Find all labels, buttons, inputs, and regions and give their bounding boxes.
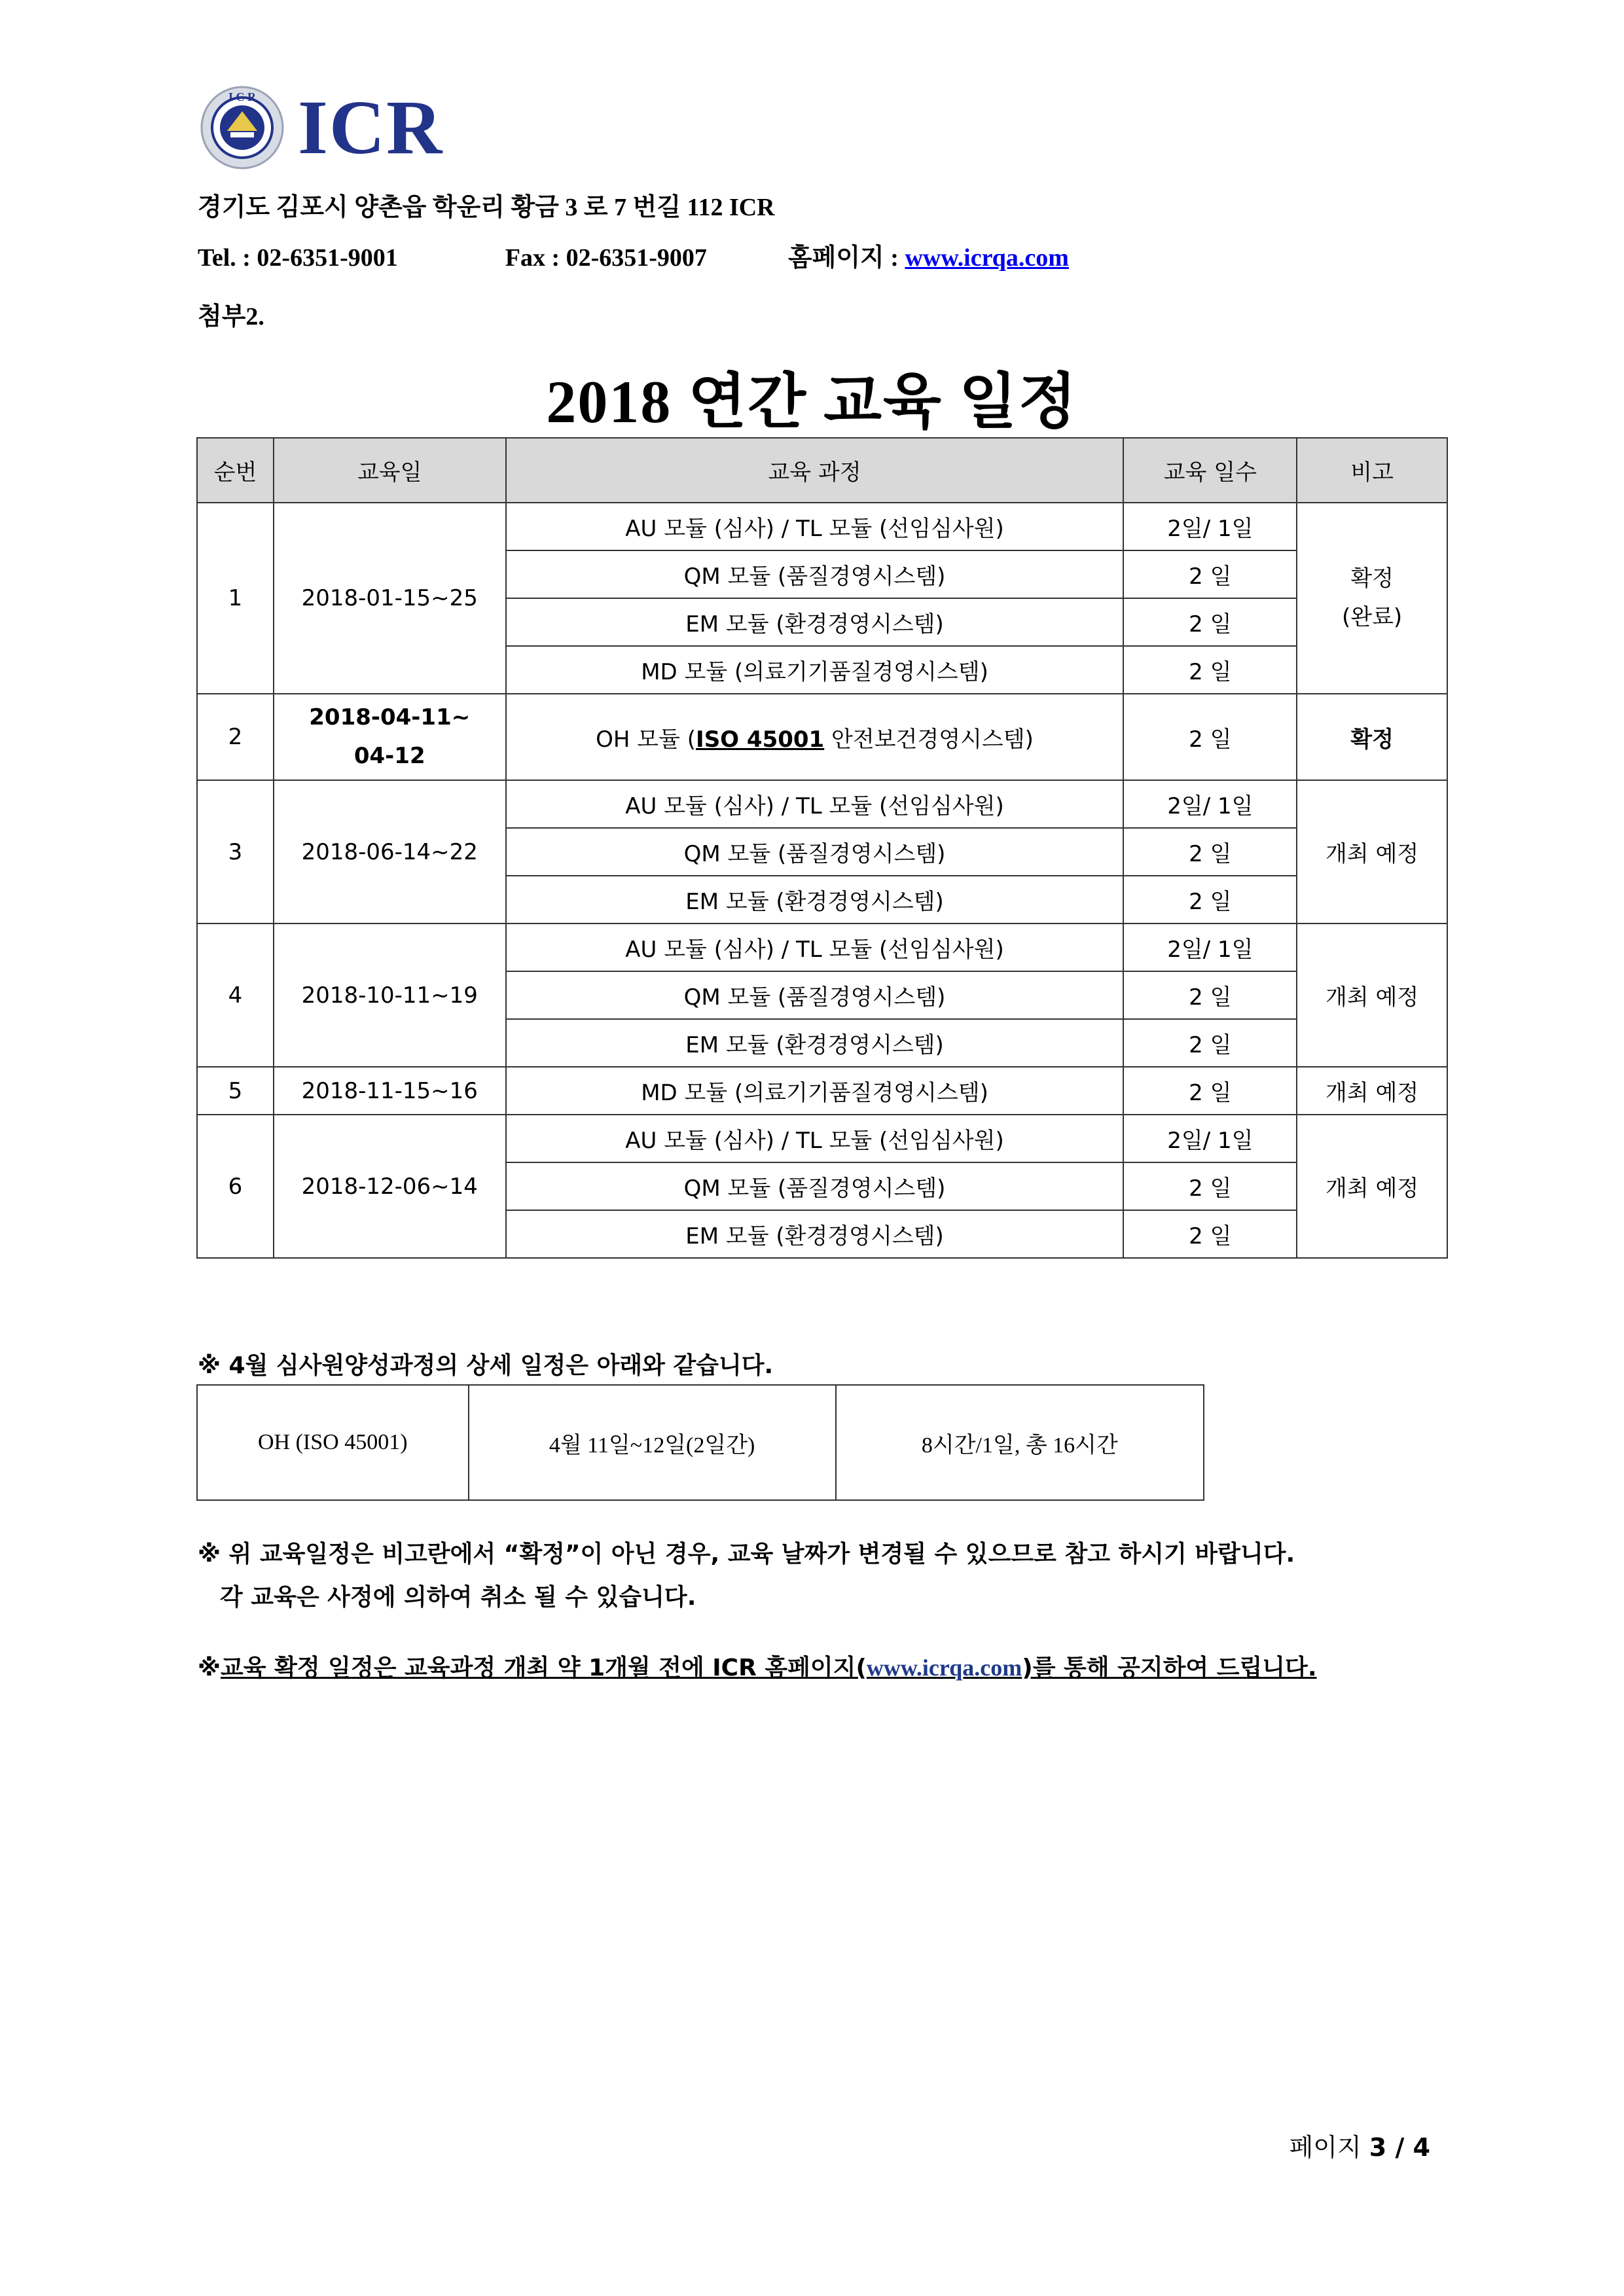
row-date: 2018-10-11~19 xyxy=(274,924,506,1067)
contact-line xyxy=(198,237,1069,273)
row-date: 2018-04-11~ 04-12 xyxy=(274,694,506,780)
row-remark: 확정 (완료) xyxy=(1297,503,1447,694)
row-date: 2018-11-15~16 xyxy=(274,1067,506,1115)
row-days: 2 일 xyxy=(1123,550,1297,598)
note-mark: ※ xyxy=(198,1655,221,1681)
row-course: QM 모듈 (품질경영시스템) xyxy=(506,971,1124,1019)
table-row xyxy=(197,1115,1447,1162)
row-no: 5 xyxy=(197,1067,274,1115)
row-course: QM 모듈 (품질경영시스템) xyxy=(506,550,1124,598)
row-no: 4 xyxy=(197,924,274,1067)
row-course xyxy=(506,694,1124,780)
homepage-link[interactable]: www.icrqa.com xyxy=(905,244,1069,272)
icr-logo xyxy=(200,85,468,170)
row-remark: 개최 예정 xyxy=(1297,1067,1447,1115)
note-april: ※ 4월 심사원양성과정의 상세 일정은 아래와 같습니다. xyxy=(198,1352,774,1379)
row-course: MD 모듈 (의료기기품질경영시스템) xyxy=(506,1067,1124,1115)
attachment-label: 첨부2. xyxy=(198,303,264,331)
row-days: 2일/ 1일 xyxy=(1123,924,1297,971)
april-course: OH (ISO 45001) xyxy=(197,1385,469,1500)
row-no: 2 xyxy=(197,694,274,780)
table-row xyxy=(197,1067,1447,1115)
seal-text: I C R xyxy=(228,90,257,103)
address: 경기도 김포시 양촌읍 학운리 황금 3 로 7 번길 112 ICR xyxy=(198,194,775,221)
row-remark: 개최 예정 xyxy=(1297,780,1447,924)
row-days: 2일/ 1일 xyxy=(1123,780,1297,828)
header-no: 순번 xyxy=(197,438,274,503)
page-label: 페이지 xyxy=(1289,2133,1369,2162)
row-days: 2 일 xyxy=(1123,876,1297,924)
row-days: 2 일 xyxy=(1123,1210,1297,1258)
table-header-row xyxy=(197,438,1447,503)
row-days: 2일/ 1일 xyxy=(1123,1115,1297,1162)
row-course: AU 모듈 (심사) / TL 모듈 (선임심사원) xyxy=(506,780,1124,828)
row-remark: 개최 예정 xyxy=(1297,1115,1447,1258)
fax: Fax : 02-6351-9007 xyxy=(505,244,707,272)
row-no: 6 xyxy=(197,1115,274,1258)
row-course: MD 모듈 (의료기기품질경영시스템) xyxy=(506,646,1124,694)
row-course: EM 모듈 (환경경영시스템) xyxy=(506,1019,1124,1067)
row-course: EM 모듈 (환경경영시스템) xyxy=(506,876,1124,924)
table-row xyxy=(197,694,1447,780)
schedule-table xyxy=(196,437,1448,1259)
row-course: EM 모듈 (환경경영시스템) xyxy=(506,1210,1124,1258)
row-days: 2 일 xyxy=(1123,971,1297,1019)
row-remark: 개최 예정 xyxy=(1297,924,1447,1067)
april-dates: 4월 11일~12일(2일간) xyxy=(469,1385,836,1500)
note-cancel: 각 교육은 사정에 의하여 취소 될 수 있습니다. xyxy=(220,1584,696,1611)
row-no: 3 xyxy=(197,780,274,924)
row-date: 2018-01-15~25 xyxy=(274,503,506,694)
row-course: EM 모듈 (환경경영시스템) xyxy=(506,598,1124,646)
row-days: 2 일 xyxy=(1123,1019,1297,1067)
page-title: 2018 연간 교육 일정 xyxy=(546,368,1078,435)
homepage-label: 홈페이지 : xyxy=(787,244,905,272)
row-no: 1 xyxy=(197,503,274,694)
note-announce-url[interactable]: www.icrqa.com xyxy=(866,1655,1022,1681)
row-days: 2 일 xyxy=(1123,598,1297,646)
row-days: 2일/ 1일 xyxy=(1123,503,1297,550)
row-days: 2 일 xyxy=(1123,828,1297,876)
seal-icon xyxy=(200,85,285,170)
header-date: 교육일 xyxy=(274,438,506,503)
row-course: AU 모듈 (심사) / TL 모듈 (선임심사원) xyxy=(506,1115,1124,1162)
note-change: ※ 위 교육일정은 비고란에서 “확정”이 아닌 경우, 교육 날짜가 변경될 수 있으므로 참고 하시기 바랍니다. xyxy=(198,1541,1295,1568)
row-course: QM 모듈 (품질경영시스템) xyxy=(506,828,1124,876)
page-count: 3 / 4 xyxy=(1369,2133,1430,2162)
table-row xyxy=(197,780,1447,828)
note-announce xyxy=(198,1649,1317,1683)
header-course: 교육 과정 xyxy=(506,438,1124,503)
header-remark: 비고 xyxy=(1297,438,1447,503)
row-days: 2 일 xyxy=(1123,646,1297,694)
tel: Tel. : 02-6351-9001 xyxy=(198,244,398,272)
iso-standard: ISO 45001 xyxy=(696,726,825,753)
april-hours: 8시간/1일, 총 16시간 xyxy=(836,1385,1204,1500)
page-number xyxy=(1290,2127,1430,2163)
row-days: 2 일 xyxy=(1123,1162,1297,1210)
note-announce-text: 교육 확정 일정은 교육과정 개최 약 1개월 전에 ICR 홈페이지( xyxy=(221,1655,867,1681)
header-days: 교육 일수 xyxy=(1123,438,1297,503)
table-row xyxy=(197,924,1447,971)
row-date: 2018-12-06~14 xyxy=(274,1115,506,1258)
table-row xyxy=(197,503,1447,550)
logo-text: ICR xyxy=(298,84,444,170)
row-days: 2 일 xyxy=(1123,1067,1297,1115)
row-days: 2 일 xyxy=(1123,694,1297,780)
row-course: AU 모듈 (심사) / TL 모듈 (선임심사원) xyxy=(506,924,1124,971)
table-row xyxy=(197,1385,1204,1500)
row-course: AU 모듈 (심사) / TL 모듈 (선임심사원) xyxy=(506,503,1124,550)
april-detail-table xyxy=(196,1384,1204,1501)
row-date: 2018-06-14~22 xyxy=(274,780,506,924)
note-announce-end: )를 통해 공지하여 드립니다. xyxy=(1022,1655,1317,1681)
course-prefix: OH 모듈 ( xyxy=(596,726,696,753)
row-remark: 확정 xyxy=(1297,694,1447,780)
course-suffix: 안전보건경영시스템) xyxy=(824,726,1034,753)
row-course: QM 모듈 (품질경영시스템) xyxy=(506,1162,1124,1210)
